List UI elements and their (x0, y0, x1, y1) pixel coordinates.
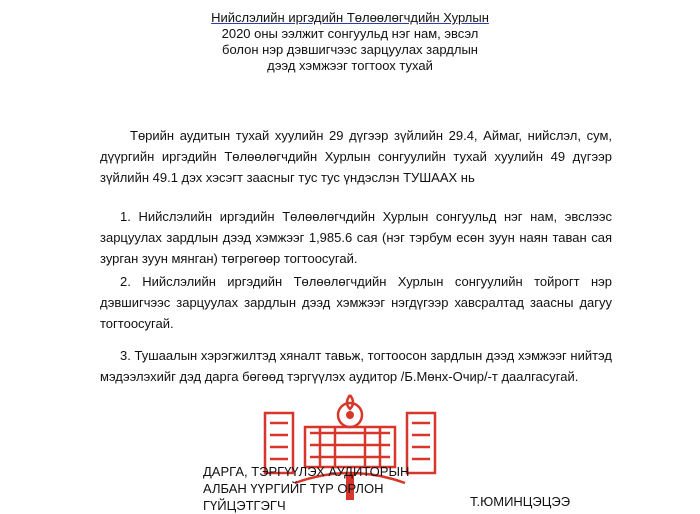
intro-paragraph: Төрийн аудитын тухай хуулийн 29 дүгээр зүйлийн 29.4, Аймаг, нийслэл, сум, дүүргийн иргэдийн Төлөөлөгчдийн Хурлын сонгуулийн тухай хуулийн 49 дүгээр зүйлийн 49.1 дэх хэсэгт заасныг тус тус үндэслэн ТУШААХ нь (100, 128, 612, 185)
title-line: болон нэр дэвшигчээс зарцуулах зардлын (222, 42, 478, 57)
order-item-3: 3. Тушаалын хэрэгжилтэд хяналт тавьж, тогтоосон зардлын дээд хэмжээг нийтэд мэдээлэхийг дэд дарга бөгөөд тэргүүлэх аудитор /Б.Мөнх-Очир/-т даалгасугай. (100, 348, 612, 384)
signature-title-line: ГҮЙЦЭТГЭГЧ (203, 498, 286, 513)
order-item-2: 2. Нийслэлийн иргэдийн Төлөөлөгчдийн Хурлын сонгуулийн тойрогт нэр дэвшигчээс зарцуулах зардлын дээд хэмжээг нэгдүгээр хавсралтад заасны дагуу тогтоосугай. (100, 274, 612, 331)
title-line: Нийслэлийн иргэдийн Төлөөлөгчдийн Хурлын (211, 10, 489, 25)
signature-title-line: АЛБАН ҮҮРГИЙГ ТҮР ОРЛОН (203, 481, 384, 496)
signatory-name: Т.ЮМИНЦЭЦЭЭ (470, 494, 571, 509)
title-line: 2020 оны ээлжит сонгуульд нэг нам, эвсэл (221, 26, 479, 41)
document-title (150, 10, 550, 74)
order-item-1: 1. Нийслэлийн иргэдийн Төлөөлөгчдийн Хурлын сонгуульд нэг нам, эвслээс зарцуулах зардлын дээд хэмжээг 1,985.6 сая (нэг тэрбум есөн зуун наян таван сая зурган зуун мянган) төгрөгөөр тогтоосугай. (100, 209, 612, 266)
signature-block (203, 463, 409, 514)
title-line: дээд хэмжээг тогтоох тухай (267, 58, 433, 73)
signature-title-line: ДАРГА, ТЭРГҮҮЛЭХ АУДИТОРЫН (203, 464, 410, 479)
